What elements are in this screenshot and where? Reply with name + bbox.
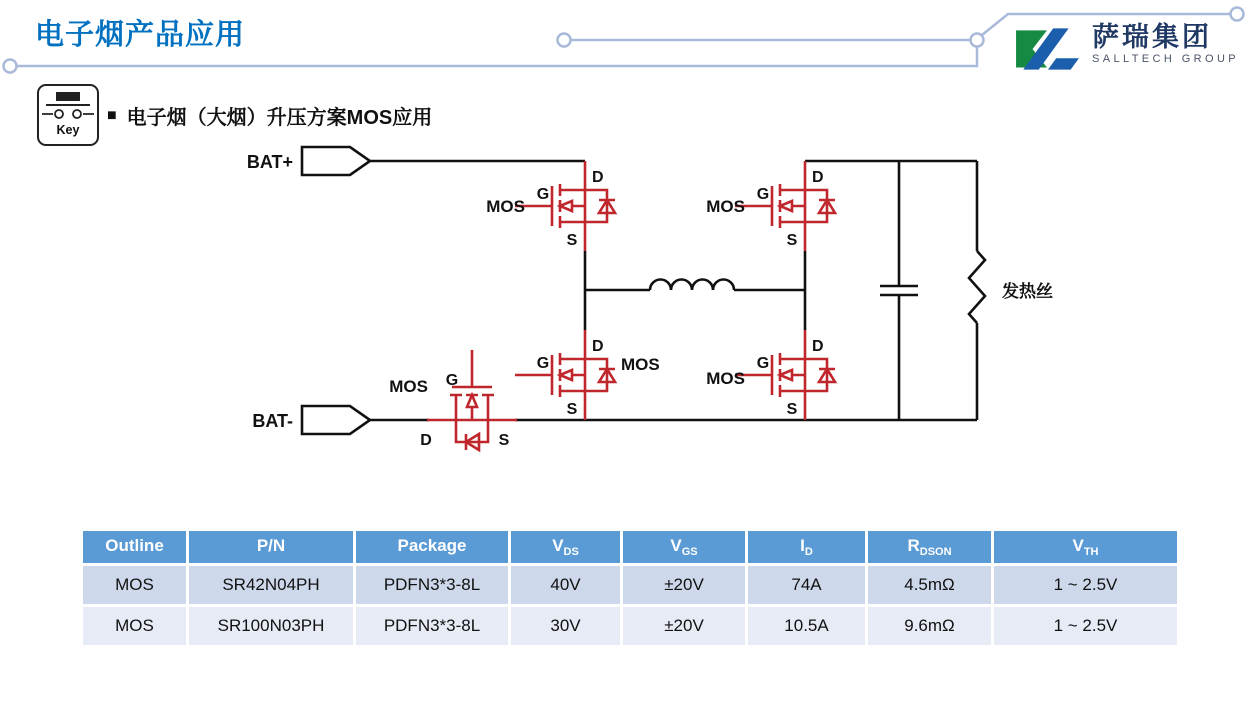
bat-minus-terminal <box>302 406 370 434</box>
mos-label: MOS <box>621 355 660 374</box>
mos-label: MOS <box>389 377 428 396</box>
col-header-package <box>356 531 508 563</box>
source-label: S <box>786 232 798 249</box>
source-label: S <box>498 432 510 449</box>
heater-label: 发热丝 <box>1002 282 1053 301</box>
col-header-outline <box>83 531 186 563</box>
heater-resistor <box>969 251 985 323</box>
gate-label: G <box>536 355 550 372</box>
header-subscript: TH <box>1083 546 1099 558</box>
logo-mark-icon <box>1014 22 1082 78</box>
drain-label: D <box>812 169 824 186</box>
header-text: V <box>1072 536 1084 555</box>
drain-label: D <box>592 338 604 355</box>
bat-minus-label: BAT- <box>252 411 293 431</box>
spec-table <box>80 528 1180 648</box>
header-text: R <box>907 536 920 555</box>
logo-name-en: SALLTECH GROUP <box>1092 53 1240 65</box>
header-text: Outline <box>105 536 164 555</box>
header-text: Package <box>397 536 467 555</box>
cell-vgs: ±20V <box>623 566 745 604</box>
col-header-rdson <box>868 531 991 563</box>
table-row <box>83 607 1177 645</box>
header-text: V <box>670 536 682 555</box>
table-row <box>83 566 1177 604</box>
header-text: V <box>552 536 564 555</box>
col-header-pn <box>189 531 353 563</box>
section-heading <box>107 101 432 130</box>
col-header-vth <box>994 531 1177 563</box>
decoration-node <box>4 60 17 73</box>
cell-outline: MOS <box>83 566 186 604</box>
header-subscript: DSON <box>919 546 952 558</box>
mos-label: MOS <box>706 369 745 388</box>
cell-vth: 1 ~ 2.5V <box>994 607 1177 645</box>
bullet-icon: ■ <box>107 106 117 124</box>
inductor <box>650 280 734 291</box>
table-header-row <box>83 531 1177 563</box>
circuit-wires <box>370 161 985 420</box>
decoration-node <box>971 34 984 47</box>
logo-name-cn: 萨瑞集团 <box>1092 22 1212 52</box>
logo <box>1014 22 1239 78</box>
cell-rdson: 4.5mΩ <box>868 566 991 604</box>
bat-plus-label: BAT+ <box>246 152 293 172</box>
cell-pn: SR100N03PH <box>189 607 353 645</box>
bat-plus-terminal <box>302 147 370 175</box>
source-label: S <box>566 232 578 249</box>
circuit-diagram <box>0 130 1257 520</box>
header-subscript: GS <box>681 546 698 558</box>
drain-label: D <box>420 432 432 449</box>
key-label: Key <box>56 123 80 137</box>
key-contact-shape <box>55 110 63 118</box>
header-subscript: DS <box>563 546 579 558</box>
cell-package: PDFN3*3-8L <box>356 607 508 645</box>
cell-outline: MOS <box>83 607 186 645</box>
source-label: S <box>566 401 578 418</box>
header-text: P/N <box>256 536 286 555</box>
page-title: 电子烟产品应用 <box>35 19 246 51</box>
logo-text <box>1092 22 1239 65</box>
header-text: I <box>800 536 805 555</box>
mos-label: MOS <box>486 197 525 216</box>
gate-label: G <box>756 355 770 372</box>
decoration-node <box>1231 8 1244 21</box>
col-header-vgs <box>623 531 745 563</box>
logo-blue-foot <box>1048 58 1079 69</box>
cell-pn: SR42N04PH <box>189 566 353 604</box>
key-cap-shape <box>56 92 80 101</box>
drain-label: D <box>592 169 604 186</box>
drain-label: D <box>812 338 824 355</box>
col-header-vds <box>511 531 620 563</box>
cell-id: 10.5A <box>748 607 865 645</box>
key-contact-shape <box>73 110 81 118</box>
section-subtitle: 电子烟（大烟）升压方案MOS应用 <box>126 107 433 129</box>
mos-label: MOS <box>706 197 745 216</box>
capacitor <box>880 286 918 295</box>
key-switch-icon <box>40 90 96 122</box>
gate-label: G <box>445 372 459 389</box>
cell-vth: 1 ~ 2.5V <box>994 566 1177 604</box>
gate-label: G <box>756 186 770 203</box>
cell-package: PDFN3*3-8L <box>356 566 508 604</box>
col-header-id <box>748 531 865 563</box>
decoration-node <box>558 34 571 47</box>
header-subscript: D <box>804 546 813 558</box>
source-label: S <box>786 401 798 418</box>
cell-vgs: ±20V <box>623 607 745 645</box>
gate-label: G <box>536 186 550 203</box>
cell-vds: 30V <box>511 607 620 645</box>
cell-vds: 40V <box>511 566 620 604</box>
cell-id: 74A <box>748 566 865 604</box>
cell-rdson: 9.6mΩ <box>868 607 991 645</box>
